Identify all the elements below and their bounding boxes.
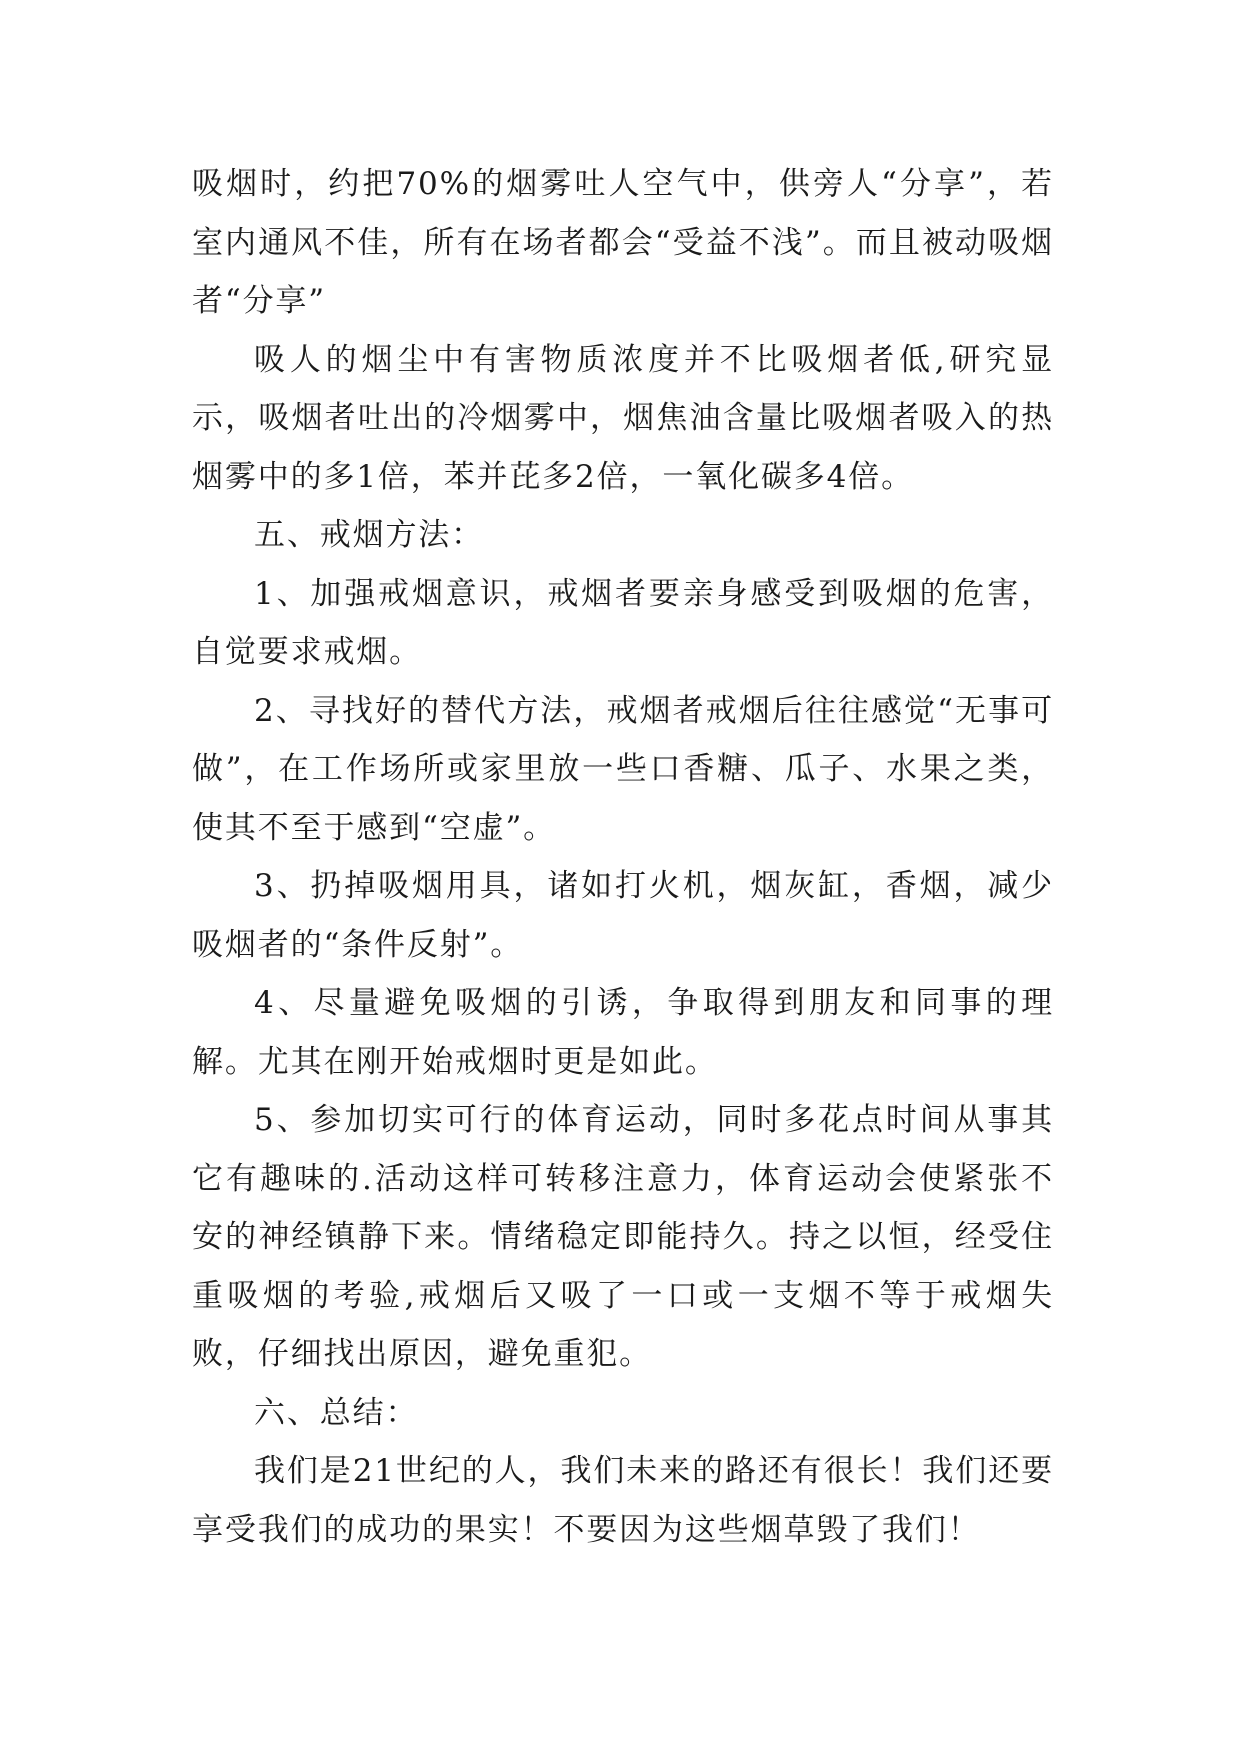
paragraph-secondhand-smoke-intro: 吸烟时，约把70%的烟雾吐人空气中，供旁人“分享”，若室内通风不佳，所有在场者都会“受益不浅”。而且被动吸烟者“分享” xyxy=(192,166,1054,319)
list-item-method-2: 2、寻找好的替代方法，戒烟者戒烟后往往感觉“无事可做”，在工作场所或家里放一些口香糖、瓜子、水果之类，使其不至于感到“空虚”。 xyxy=(192,692,1054,846)
list-item-method-3: 3、扔掉吸烟用具，诸如打火机，烟灰缸，香烟，减少吸烟者的“条件反射”。 xyxy=(192,868,1054,963)
document-page xyxy=(192,155,1054,1559)
list-item-method-5: 5、参加切实可行的体育运动，同时多花点时间从事其它有趣味的.活动这样可转移注意力，体育运动会使紧张不安的神经镇静下来。情绪稳定即能持久。持之以恒，经受住重吸烟的考验,戒烟后又吸了一口或一支烟不等于戒烟失败，仔细找出原因，避免重犯。 xyxy=(192,1102,1054,1372)
section-heading-quit-methods: 五、戒烟方法： xyxy=(254,517,485,553)
list-item-method-4: 4、尽量避免吸烟的引诱，争取得到朋友和同事的理解。尤其在刚开始戒烟时更是如此。 xyxy=(192,985,1054,1080)
paragraph-summary: 我们是21世纪的人，我们未来的路还有很长！我们还要享受我们的成功的果实！不要因为这些烟草毁了我们！ xyxy=(192,1453,1054,1548)
list-item-method-1: 1、加强戒烟意识，戒烟者要亲身感受到吸烟的危害，自觉要求戒烟。 xyxy=(192,575,1054,670)
paragraph-secondhand-smoke-research: 吸人的烟尘中有害物质浓度并不比吸烟者低,研究显示，吸烟者吐出的冷烟雾中，烟焦油含量比吸烟者吸入的热烟雾中的多1倍，苯并芘多2倍，一氧化碳多4倍。 xyxy=(192,341,1054,495)
section-heading-summary: 六、总结： xyxy=(254,1394,419,1431)
